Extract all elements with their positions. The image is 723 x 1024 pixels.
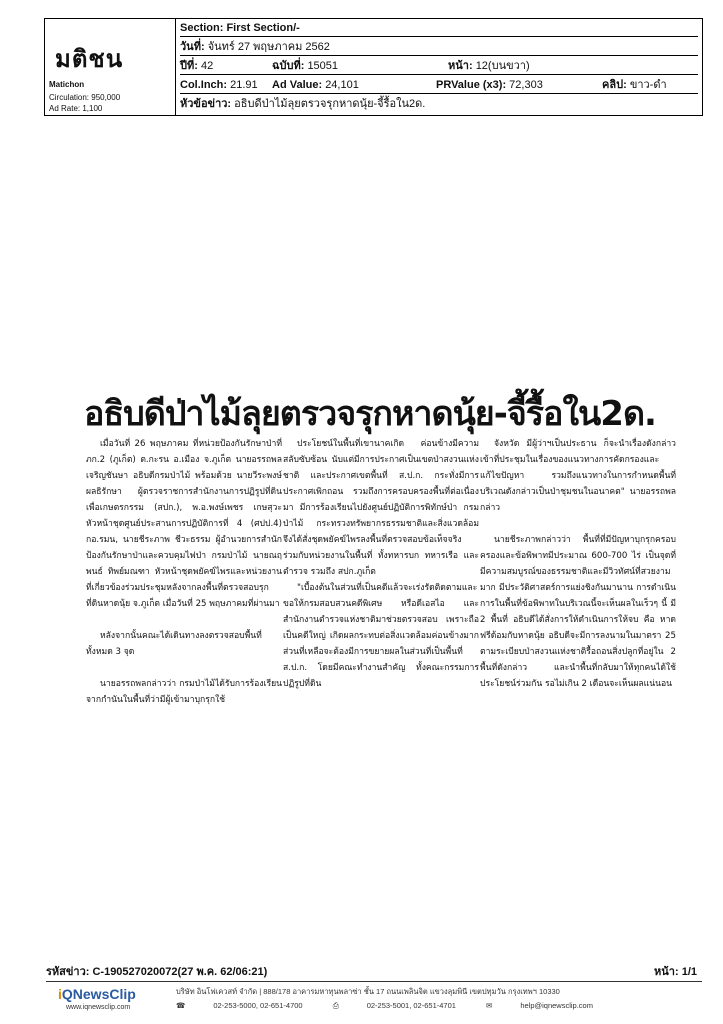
paragraph: นายชีระภาพกล่าวว่า พื้นที่ที่มีปัญหาบุกรุกครอบครองและข้อพิพาทมีประมาณ 600-700 ไร่ เป็นจุดที่มีความสมบูรณ์ของธรรมชาติและมีวิวทัศน์ที่สวยงามมาก มีประวัติศาสตร์การแย่งชิงกันมานาน การดำเนินการในพื้นที่ข้อพิพาทในบริเวณนี้จะเห็นผลในเร็วๆ นี้ มี 2 พื้นที่ อธิบดีได้สั่งการให้ดำเนินการให้จบ คือ หาดฟรีด้อมกับหาดนุ้ย อธิบดีจะมีการลงนามในมาตรา 25 ตามระเบียบป่าสงวนแห่งชาติรื้อถอนสิ่งปลูกที่อยู่ใน 2 พื้นที่ดังกล่าว และนำพื้นที่กลับมาให้ทุกคนได้ใช้ประโยชน์ร่วมกัน รอไม่เกิน 2 เดือนจะเห็นผลแน่นอน <box>480 535 676 689</box>
news-code: รหัสข่าว: C-190527020072(27 พ.ค. 62/06:21) <box>46 966 268 978</box>
prvalue-value: 72,303 <box>509 79 543 91</box>
publication-name: Matichon <box>49 80 85 89</box>
advalue-value: 24,101 <box>325 79 359 91</box>
year-label: ปีที่: <box>180 60 198 72</box>
phone-icon: ☎ <box>176 1001 186 1010</box>
clip-value: ขาว-ดำ <box>629 79 667 91</box>
clipping-header <box>44 18 703 116</box>
colinch-value: 21.91 <box>230 79 258 91</box>
article-column-2 <box>283 436 479 692</box>
value-row <box>180 77 698 94</box>
advalue-label: Ad Value: <box>272 79 323 91</box>
paragraph: หลังจากนั้นคณะได้เดินทางลงตรวจสอบพื้นที่ทั้งหมด 3 จุด <box>86 631 262 657</box>
footer-website: www.iqnewsclip.com <box>66 1004 131 1011</box>
clip-label: คลิป: <box>602 79 627 91</box>
paragraph: นายอรรถพลกล่าวว่า กรมป่าไม้ได้รับการร้องเรียนจากกำนันในพื้นที่ว่ามีผู้เข้ามาบุกรุกใช้ <box>86 679 282 705</box>
circulation: Circulation: 950,000 <box>49 93 121 102</box>
footer-fax: 02-253-5001, 02-651-4701 <box>366 1001 456 1010</box>
publication-box <box>45 19 176 115</box>
colinch-label: Col.Inch: <box>180 79 228 91</box>
date-row <box>180 39 698 56</box>
article-headline: อธิบดีป่าไม้ลุยตรวจรุกหาดนุ้ย-จี้รื้อใน2ด. <box>84 394 656 434</box>
page-label: หน้า: <box>448 60 473 72</box>
year-value: 42 <box>200 60 214 72</box>
issue-label: ฉบับที่: <box>272 60 305 72</box>
section: Section: First Section/- <box>180 22 300 34</box>
iqnewsclip-logo: iQNewsClip <box>58 986 136 1002</box>
topic-row <box>180 96 698 112</box>
footer-company: บริษัท อินโฟเควสท์ จำกัด | 888/178 อาคารมหาทุนพลาซ่า ชั้น 17 ถนนเพลินจิต แขวงลุมพินี เขตปทุมวัน กรุงเทพฯ 10330 <box>176 987 560 996</box>
ad-rate: Ad Rate: 1,100 <box>49 104 103 113</box>
prvalue-label: PRValue (x3): <box>436 79 507 91</box>
article-column-1 <box>86 436 282 708</box>
date-label: วันที่: <box>180 41 205 53</box>
paragraph: ประโยชน์ในพื้นที่เขานาคเกิด ค่อนข้างมีความสลับซับซ้อน นับแต่มีการประกาศเป็นเขตป่าสงวนแห่งชาติ และประกาศเขตพื้นที่ ส.ป.ก. กระทั่งมีการประกาศเพิกถอน รวมถึงการครอบครองพื้นที่ต่อเนื่องมา มีการร้องเรียนไปยังศูนย์ปฏิบัติการพิทักษ์ป่า กรมป่าไม้ กระทรวงทรัพยากรธรรมชาติและสิ่งแวดล้อม จึงได้สั่งชุดพยัคฆ์ไพรลงพื้นที่ตรวจสอบข้อเท็จจริง ร่วมกับหน่วยงานในพื้นที่ ทั้งทหารบก ทหารเรือ และตำรวจ รวมถึง สปก.ภูเก็ต <box>283 439 479 577</box>
issue-value: 15051 <box>307 60 339 72</box>
footer-phone: 02-253-5000, 02-651-4700 <box>213 1001 303 1010</box>
publication-logo: มติชน <box>55 45 124 73</box>
page-count: หน้า: 1/1 <box>654 966 697 978</box>
article-column-3 <box>480 436 676 692</box>
paragraph: จังหวัด มีผู้ว่าฯเป็นประธาน ก็จะนำเรื่องดังกล่าวเข้าที่ประชุมในเรื่องของแนวทางการคัดกรองและแก้ไขปัญหา รวมถึงแนวทางในการกำหนดพื้นที่บริเวณดังกล่าวเป็นป่าชุมชนในอนาคต" นายอรรถพลกล่าว <box>480 439 676 513</box>
date-value: จันทร์ 27 พฤษภาคม 2562 <box>207 41 330 53</box>
clipping-metadata <box>176 19 702 115</box>
section-row <box>180 20 698 37</box>
issue-row <box>180 58 698 75</box>
topic-label: หัวข้อข่าว: <box>180 98 232 110</box>
page-value: 12(บนขวา) <box>475 60 530 72</box>
paragraph: เมื่อวันที่ 26 พฤษภาคม ที่หน่วยป้องกันรักษาป่าที่ ภก.2 (ภูเก็ต) ต.กะรน อ.เมือง จ.ภูเก็ต นายอรรถพล เจริญชันษา อธิบดีกรมป่าไม้ พร้อมด้วย นายวีระพงษ์ ผลธิรักษา ผู้ตรวจราชการสำนักงานการปฏิรูปที่ดินเพื่อเกษตรกรรม (สปก.), พ.อ.พงษ์เพชร เกษสุวะ หัวหน้าชุดศูนย์ประสานการปฏิบัติการที่ 4 (ศปป.4) กอ.รมน, นายชีระภาพ ชีวะธรรม ผู้อำนวยการสำนักป้องกันรักษาป่าและควบคุมไฟป่า กรมป่าไม้ นายณฤพนธ์ ทิพย์มณฑา หัวหน้าชุดพยัคฆ์ไพรและหน่วยงานที่เกี่ยวข้องร่วมประชุมหลังจากลงพื้นที่ตรวจสอบรุกที่ดินหาดนุ้ย จ.ภูเก็ต เมื่อวันที่ 25 พฤษภาคมที่ผ่านมา <box>86 439 282 609</box>
email-icon: ✉ <box>486 1001 493 1010</box>
footer-divider <box>46 981 702 982</box>
footer-email: help@iqnewsclip.com <box>520 1001 593 1010</box>
paragraph: "เบื้องต้นในส่วนที่เป็นคดีแล้วจะเร่งรัดติดตามและขอให้กรมสอบสวนคดีพิเศษ หรือดีเอสไอ และสำนักงานตำรวจแห่งชาติมาช่วยตรวจสอบ เพราะถือเป็นคดีใหญ่ เกิดผลกระทบต่อสิ่งแวดล้อมค่อนข้างมาก ส่วนที่เหลือจะต้องมีการขยายผลในส่วนที่เป็นพื้นที่ ส.ป.ก. โดยมีคณะทำงานสำคัญ ทั้งคณะกรรมการปฏิรูปที่ดิน <box>283 583 479 689</box>
fax-icon: ⎙ <box>332 1001 339 1010</box>
topic-value: อธิบดีป่าไม้ลุยตรวจรุกหาดนุ้ย-จี้รื้อใน2ด. <box>234 98 426 110</box>
footer-contacts <box>176 1001 621 1011</box>
